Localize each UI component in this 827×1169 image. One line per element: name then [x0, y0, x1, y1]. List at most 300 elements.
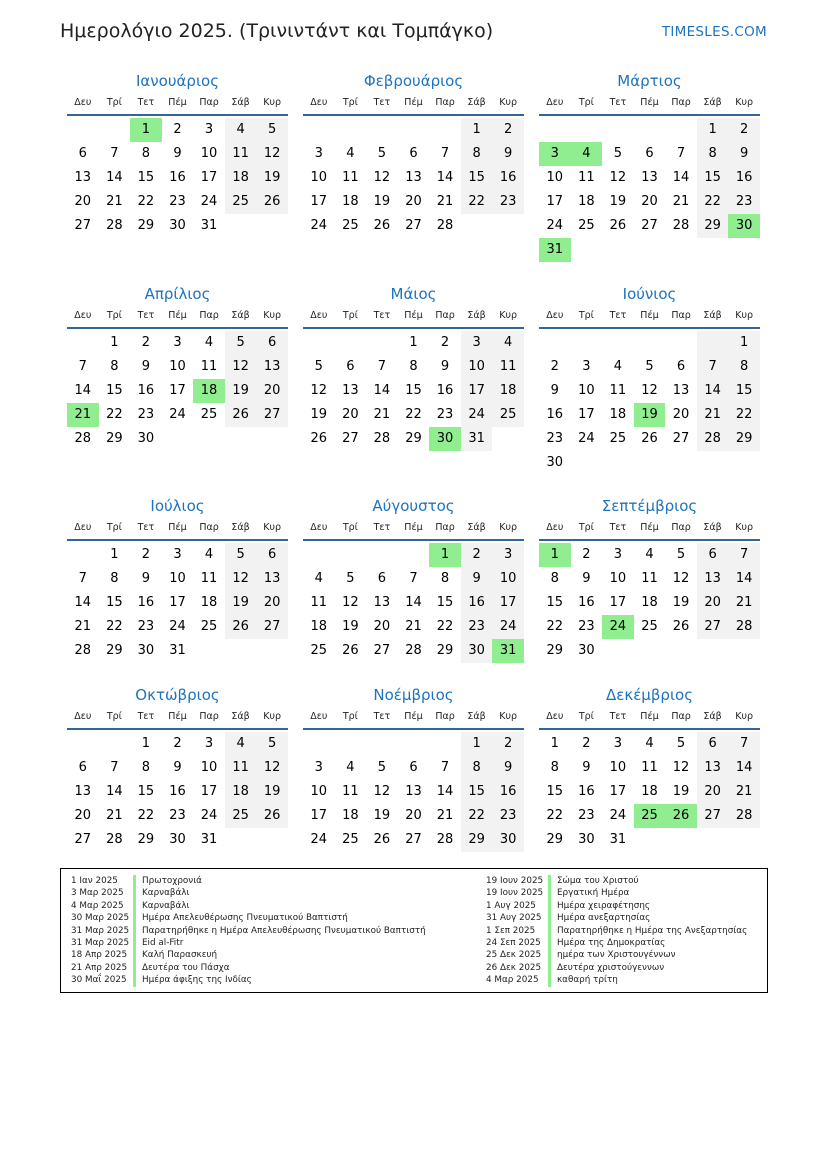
day-cell[interactable]: 29	[546, 832, 564, 847]
day-cell[interactable]: 7	[440, 760, 450, 775]
day-cell[interactable]: 14	[74, 595, 92, 610]
day-cell[interactable]: 5	[676, 736, 686, 751]
day-cell[interactable]: 26	[641, 431, 658, 446]
day-cell[interactable]: 2	[173, 122, 182, 137]
day-cell[interactable]: 5	[314, 359, 323, 374]
day-cell[interactable]: 20	[256, 591, 288, 615]
day-cell[interactable]: 2	[582, 736, 591, 751]
day-cell[interactable]: 22	[137, 808, 155, 823]
day-cell[interactable]: 10	[492, 567, 524, 591]
day-cell[interactable]: 19	[609, 194, 627, 209]
day-cell[interactable]: 3	[492, 543, 524, 567]
day-cell[interactable]: 28	[697, 427, 729, 451]
day-cell[interactable]: 27	[405, 832, 422, 847]
day-cell[interactable]: 22	[546, 619, 564, 634]
day-cell[interactable]: 6	[409, 146, 418, 161]
day-cell[interactable]: 24	[578, 431, 595, 446]
day-cell[interactable]: 23	[578, 808, 595, 823]
day-cell[interactable]: 16	[169, 170, 186, 185]
day-cell[interactable]: 8	[461, 142, 493, 166]
day-cell[interactable]: 11	[310, 595, 328, 610]
day-cell[interactable]: 3	[582, 359, 591, 374]
day-cell[interactable]: 14	[436, 170, 454, 185]
day-cell[interactable]: 12	[310, 383, 328, 398]
day-cell[interactable]: 21	[74, 619, 92, 634]
day-cell[interactable]: 4	[346, 146, 355, 161]
day-cell[interactable]: 9	[141, 359, 151, 374]
day-cell[interactable]: 9	[173, 760, 182, 775]
day-cell[interactable]: 13	[256, 567, 288, 591]
day-cell[interactable]: 22	[137, 194, 155, 209]
day-cell[interactable]: 7	[409, 571, 418, 586]
day-cell[interactable]: 18	[641, 595, 658, 610]
day-cell[interactable]: 17	[200, 170, 218, 185]
day-cell[interactable]: 13	[641, 170, 658, 185]
day-cell[interactable]: 20	[373, 619, 391, 634]
day-cell[interactable]: 25	[634, 804, 666, 828]
day-cell[interactable]: 2	[173, 736, 182, 751]
day-cell[interactable]: 21	[728, 591, 760, 615]
day-cell[interactable]: 11	[225, 142, 257, 166]
day-cell[interactable]: 25	[641, 619, 658, 634]
day-cell[interactable]: 28	[436, 832, 454, 847]
day-cell[interactable]: 25	[342, 832, 359, 847]
day-cell[interactable]: 8	[728, 355, 760, 379]
day-cell[interactable]: 30	[578, 832, 595, 847]
day-cell[interactable]: 7	[440, 146, 450, 161]
day-cell[interactable]: 26	[672, 619, 690, 634]
day-cell[interactable]: 15	[106, 383, 123, 398]
day-cell[interactable]: 13	[405, 784, 422, 799]
day-cell[interactable]: 9	[492, 756, 524, 780]
day-cell[interactable]: 25	[310, 643, 328, 658]
day-cell[interactable]: 14	[106, 784, 123, 799]
day-cell[interactable]: 24	[200, 808, 218, 823]
day-cell[interactable]: 10	[169, 571, 186, 586]
day-cell[interactable]: 25	[492, 403, 524, 427]
day-cell[interactable]: 2	[492, 732, 524, 756]
day-cell[interactable]: 20	[256, 379, 288, 403]
day-cell[interactable]: 4	[571, 142, 603, 166]
day-cell[interactable]: 15	[546, 784, 564, 799]
day-cell[interactable]: 5	[377, 146, 387, 161]
day-cell[interactable]: 27	[342, 431, 359, 446]
day-cell[interactable]: 8	[440, 571, 450, 586]
day-cell[interactable]: 27	[405, 218, 422, 233]
day-cell[interactable]: 17	[609, 784, 627, 799]
day-cell[interactable]: 14	[74, 383, 92, 398]
day-cell[interactable]: 27	[697, 615, 729, 639]
day-cell[interactable]: 20	[342, 407, 359, 422]
day-cell[interactable]: 9	[582, 760, 591, 775]
day-cell[interactable]: 1	[130, 118, 162, 142]
day-cell[interactable]: 1	[110, 335, 119, 350]
day-cell[interactable]: 4	[204, 335, 214, 350]
day-cell[interactable]: 23	[546, 431, 564, 446]
day-cell[interactable]: 22	[546, 808, 564, 823]
day-cell[interactable]: 18	[578, 194, 595, 209]
day-cell[interactable]: 8	[110, 571, 119, 586]
day-cell[interactable]: 4	[645, 736, 654, 751]
day-cell[interactable]: 27	[641, 218, 658, 233]
day-cell[interactable]: 2	[440, 335, 450, 350]
day-cell[interactable]: 22	[106, 619, 123, 634]
day-cell[interactable]: 22	[405, 407, 422, 422]
day-cell[interactable]: 20	[672, 407, 690, 422]
day-cell[interactable]: 11	[609, 383, 627, 398]
day-cell[interactable]: 26	[609, 218, 627, 233]
day-cell[interactable]: 24	[310, 832, 328, 847]
day-cell[interactable]: 18	[310, 619, 328, 634]
day-cell[interactable]: 17	[310, 194, 328, 209]
day-cell[interactable]: 6	[256, 331, 288, 355]
day-cell[interactable]: 6	[377, 571, 387, 586]
day-cell[interactable]: 1	[461, 118, 493, 142]
day-cell[interactable]: 26	[310, 431, 328, 446]
day-cell[interactable]: 4	[314, 571, 323, 586]
day-cell[interactable]: 29	[137, 218, 155, 233]
day-cell[interactable]: 15	[137, 784, 155, 799]
day-cell[interactable]: 13	[373, 595, 391, 610]
day-cell[interactable]: 24	[546, 218, 564, 233]
day-cell[interactable]: 23	[436, 407, 454, 422]
day-cell[interactable]: 21	[697, 403, 729, 427]
day-cell[interactable]: 28	[74, 643, 92, 658]
day-cell[interactable]: 21	[373, 407, 391, 422]
day-cell[interactable]: 27	[256, 403, 288, 427]
day-cell[interactable]: 19	[342, 619, 359, 634]
day-cell[interactable]: 1	[697, 118, 729, 142]
day-cell[interactable]: 11	[200, 359, 218, 374]
day-cell[interactable]: 5	[645, 359, 654, 374]
day-cell[interactable]: 16	[169, 784, 186, 799]
day-cell[interactable]: 17	[200, 784, 218, 799]
day-cell[interactable]: 22	[697, 190, 729, 214]
day-cell[interactable]: 29	[137, 832, 155, 847]
day-cell[interactable]: 12	[256, 756, 288, 780]
day-cell[interactable]: 30	[546, 455, 564, 470]
day-cell[interactable]: 16	[137, 595, 155, 610]
day-cell[interactable]: 1	[141, 736, 151, 751]
day-cell[interactable]: 3	[173, 335, 182, 350]
day-cell[interactable]: 19	[672, 784, 690, 799]
day-cell[interactable]: 5	[256, 732, 288, 756]
day-cell[interactable]: 24	[461, 403, 493, 427]
day-cell[interactable]: 9	[582, 571, 591, 586]
day-cell[interactable]: 16	[546, 407, 564, 422]
day-cell[interactable]: 26	[373, 218, 391, 233]
day-cell[interactable]: 31	[200, 832, 218, 847]
day-cell[interactable]: 6	[645, 146, 654, 161]
day-cell[interactable]: 12	[342, 595, 359, 610]
day-cell[interactable]: 7	[78, 571, 87, 586]
day-cell[interactable]: 22	[461, 190, 493, 214]
day-cell[interactable]: 21	[106, 194, 123, 209]
day-cell[interactable]: 26	[225, 615, 257, 639]
day-cell[interactable]: 15	[697, 166, 729, 190]
day-cell[interactable]: 7	[110, 760, 119, 775]
day-cell[interactable]: 28	[74, 431, 92, 446]
day-cell[interactable]: 31	[492, 639, 524, 663]
day-cell[interactable]: 26	[225, 403, 257, 427]
day-cell[interactable]: 24	[310, 218, 328, 233]
day-cell[interactable]: 5	[225, 543, 257, 567]
day-cell[interactable]: 17	[609, 595, 627, 610]
day-cell[interactable]: 23	[492, 804, 524, 828]
day-cell[interactable]: 18	[492, 379, 524, 403]
day-cell[interactable]: 9	[141, 571, 151, 586]
day-cell[interactable]: 24	[609, 808, 627, 823]
day-cell[interactable]: 4	[492, 331, 524, 355]
day-cell[interactable]: 8	[141, 146, 151, 161]
day-cell[interactable]: 26	[256, 190, 288, 214]
day-cell[interactable]: 28	[436, 218, 454, 233]
day-cell[interactable]: 20	[697, 780, 729, 804]
day-cell[interactable]: 28	[106, 218, 123, 233]
day-cell[interactable]: 23	[728, 190, 760, 214]
day-cell[interactable]: 19	[256, 780, 288, 804]
day-cell[interactable]: 17	[169, 595, 186, 610]
day-cell[interactable]: 3	[173, 547, 182, 562]
day-cell[interactable]: 6	[346, 359, 355, 374]
day-cell[interactable]: 9	[440, 359, 450, 374]
day-cell[interactable]: 4	[613, 359, 623, 374]
day-cell[interactable]: 10	[461, 355, 493, 379]
day-cell[interactable]: 17	[546, 194, 564, 209]
day-cell[interactable]: 26	[256, 804, 288, 828]
day-cell[interactable]: 1	[429, 543, 461, 567]
day-cell[interactable]: 24	[492, 615, 524, 639]
day-cell[interactable]: 21	[405, 619, 422, 634]
day-cell[interactable]: 21	[106, 808, 123, 823]
day-cell[interactable]: 28	[405, 643, 422, 658]
day-cell[interactable]: 20	[74, 194, 92, 209]
day-cell[interactable]: 22	[728, 403, 760, 427]
day-cell[interactable]: 5	[256, 118, 288, 142]
day-cell[interactable]: 9	[728, 142, 760, 166]
day-cell[interactable]: 8	[697, 142, 729, 166]
day-cell[interactable]: 16	[137, 383, 155, 398]
day-cell[interactable]: 11	[578, 170, 595, 185]
day-cell[interactable]: 17	[169, 383, 186, 398]
day-cell[interactable]: 19	[256, 166, 288, 190]
day-cell[interactable]: 8	[550, 571, 559, 586]
day-cell[interactable]: 14	[672, 170, 690, 185]
day-cell[interactable]: 30	[492, 828, 524, 852]
day-cell[interactable]: 26	[342, 643, 359, 658]
day-cell[interactable]: 17	[578, 407, 595, 422]
day-cell[interactable]: 16	[578, 784, 595, 799]
day-cell[interactable]: 2	[550, 359, 559, 374]
day-cell[interactable]: 3	[314, 760, 323, 775]
day-cell[interactable]: 20	[405, 194, 422, 209]
day-cell[interactable]: 23	[169, 194, 186, 209]
day-cell[interactable]: 12	[256, 142, 288, 166]
day-cell[interactable]: 13	[697, 567, 729, 591]
day-cell[interactable]: 2	[461, 543, 493, 567]
day-cell[interactable]: 8	[409, 359, 418, 374]
day-cell[interactable]: 13	[342, 383, 359, 398]
day-cell[interactable]: 16	[436, 383, 454, 398]
day-cell[interactable]: 1	[110, 547, 119, 562]
day-cell[interactable]: 13	[672, 383, 690, 398]
day-cell[interactable]: 15	[546, 595, 564, 610]
day-cell[interactable]: 12	[225, 355, 257, 379]
day-cell[interactable]: 20	[74, 808, 92, 823]
day-cell[interactable]: 12	[672, 571, 690, 586]
day-cell[interactable]: 20	[405, 808, 422, 823]
day-cell[interactable]: 30	[137, 643, 155, 658]
day-cell[interactable]: 3	[314, 146, 323, 161]
day-cell[interactable]: 3	[204, 122, 214, 137]
day-cell[interactable]: 15	[436, 595, 454, 610]
day-cell[interactable]: 11	[342, 784, 359, 799]
day-cell[interactable]: 21	[436, 194, 454, 209]
day-cell[interactable]: 12	[609, 170, 627, 185]
day-cell[interactable]: 19	[634, 403, 666, 427]
day-cell[interactable]: 5	[676, 547, 686, 562]
day-cell[interactable]: 10	[578, 383, 595, 398]
day-cell[interactable]: 6	[78, 146, 87, 161]
day-cell[interactable]: 25	[578, 218, 595, 233]
day-cell[interactable]: 9	[492, 142, 524, 166]
day-cell[interactable]: 11	[342, 170, 359, 185]
day-cell[interactable]: 8	[550, 760, 559, 775]
day-cell[interactable]: 29	[546, 643, 564, 658]
day-cell[interactable]: 8	[461, 756, 493, 780]
day-cell[interactable]: 16	[461, 591, 493, 615]
day-cell[interactable]: 30	[578, 643, 595, 658]
day-cell[interactable]: 19	[373, 194, 391, 209]
day-cell[interactable]: 10	[609, 571, 627, 586]
day-cell[interactable]: 26	[373, 832, 391, 847]
day-cell[interactable]: 7	[697, 355, 729, 379]
day-cell[interactable]: 28	[373, 431, 391, 446]
day-cell[interactable]: 30	[429, 427, 461, 451]
day-cell[interactable]: 4	[204, 547, 214, 562]
day-cell[interactable]: 26	[665, 804, 697, 828]
day-cell[interactable]: 27	[74, 832, 92, 847]
day-cell[interactable]: 29	[728, 427, 760, 451]
day-cell[interactable]: 18	[342, 808, 359, 823]
day-cell[interactable]: 11	[641, 760, 658, 775]
day-cell[interactable]: 10	[609, 760, 627, 775]
day-cell[interactable]: 28	[106, 832, 123, 847]
day-cell[interactable]: 13	[405, 170, 422, 185]
day-cell[interactable]: 23	[137, 407, 155, 422]
day-cell[interactable]: 16	[578, 595, 595, 610]
day-cell[interactable]: 24	[200, 194, 218, 209]
day-cell[interactable]: 15	[405, 383, 422, 398]
day-cell[interactable]: 17	[461, 379, 493, 403]
day-cell[interactable]: 12	[373, 784, 391, 799]
day-cell[interactable]: 19	[225, 591, 257, 615]
day-cell[interactable]: 10	[546, 170, 564, 185]
day-cell[interactable]: 25	[342, 218, 359, 233]
day-cell[interactable]: 27	[256, 615, 288, 639]
day-cell[interactable]: 16	[492, 166, 524, 190]
day-cell[interactable]: 4	[645, 547, 654, 562]
day-cell[interactable]: 23	[492, 190, 524, 214]
day-cell[interactable]: 6	[409, 760, 418, 775]
day-cell[interactable]: 29	[106, 431, 123, 446]
day-cell[interactable]: 21	[672, 194, 690, 209]
day-cell[interactable]: 27	[373, 643, 391, 658]
day-cell[interactable]: 22	[461, 804, 493, 828]
day-cell[interactable]: 15	[728, 379, 760, 403]
day-cell[interactable]: 23	[578, 619, 595, 634]
day-cell[interactable]: 13	[256, 355, 288, 379]
day-cell[interactable]: 29	[405, 431, 422, 446]
day-cell[interactable]: 10	[200, 146, 218, 161]
day-cell[interactable]: 28	[728, 615, 760, 639]
day-cell[interactable]: 14	[106, 170, 123, 185]
day-cell[interactable]: 12	[672, 760, 690, 775]
day-cell[interactable]: 13	[697, 756, 729, 780]
day-cell[interactable]: 5	[377, 760, 387, 775]
day-cell[interactable]: 27	[697, 804, 729, 828]
day-cell[interactable]: 29	[106, 643, 123, 658]
day-cell[interactable]: 19	[225, 379, 257, 403]
day-cell[interactable]: 24	[169, 407, 186, 422]
day-cell[interactable]: 16	[728, 166, 760, 190]
day-cell[interactable]: 27	[74, 218, 92, 233]
day-cell[interactable]: 29	[461, 828, 493, 852]
day-cell[interactable]: 30	[169, 218, 186, 233]
day-cell[interactable]: 21	[67, 403, 99, 427]
day-cell[interactable]: 9	[550, 383, 559, 398]
day-cell[interactable]: 5	[346, 571, 355, 586]
day-cell[interactable]: 2	[492, 118, 524, 142]
day-cell[interactable]: 12	[641, 383, 658, 398]
day-cell[interactable]: 15	[461, 780, 493, 804]
day-cell[interactable]: 8	[141, 760, 151, 775]
day-cell[interactable]: 10	[169, 359, 186, 374]
day-cell[interactable]: 17	[492, 591, 524, 615]
day-cell[interactable]: 29	[436, 643, 454, 658]
day-cell[interactable]: 20	[697, 591, 729, 615]
day-cell[interactable]: 14	[728, 567, 760, 591]
day-cell[interactable]: 10	[310, 170, 328, 185]
day-cell[interactable]: 6	[676, 359, 686, 374]
day-cell[interactable]: 11	[641, 571, 658, 586]
day-cell[interactable]: 10	[200, 760, 218, 775]
day-cell[interactable]: 18	[641, 784, 658, 799]
day-cell[interactable]: 6	[697, 732, 729, 756]
day-cell[interactable]: 21	[436, 808, 454, 823]
day-cell[interactable]: 2	[141, 547, 151, 562]
day-cell[interactable]: 12	[225, 567, 257, 591]
day-cell[interactable]: 11	[200, 571, 218, 586]
day-cell[interactable]: 6	[697, 543, 729, 567]
day-cell[interactable]: 15	[106, 595, 123, 610]
day-cell[interactable]: 3	[461, 331, 493, 355]
day-cell[interactable]: 1	[539, 543, 571, 567]
day-cell[interactable]: 14	[728, 756, 760, 780]
day-cell[interactable]: 21	[728, 780, 760, 804]
day-cell[interactable]: 19	[672, 595, 690, 610]
day-cell[interactable]: 25	[200, 619, 218, 634]
day-cell[interactable]: 2	[582, 547, 591, 562]
day-cell[interactable]: 17	[310, 808, 328, 823]
day-cell[interactable]: 22	[106, 407, 123, 422]
day-cell[interactable]: 4	[225, 732, 257, 756]
brand-link[interactable]: TIMESLES.COM	[661, 24, 767, 40]
day-cell[interactable]: 11	[492, 355, 524, 379]
day-cell[interactable]: 18	[342, 194, 359, 209]
day-cell[interactable]: 23	[461, 615, 493, 639]
day-cell[interactable]: 22	[436, 619, 454, 634]
